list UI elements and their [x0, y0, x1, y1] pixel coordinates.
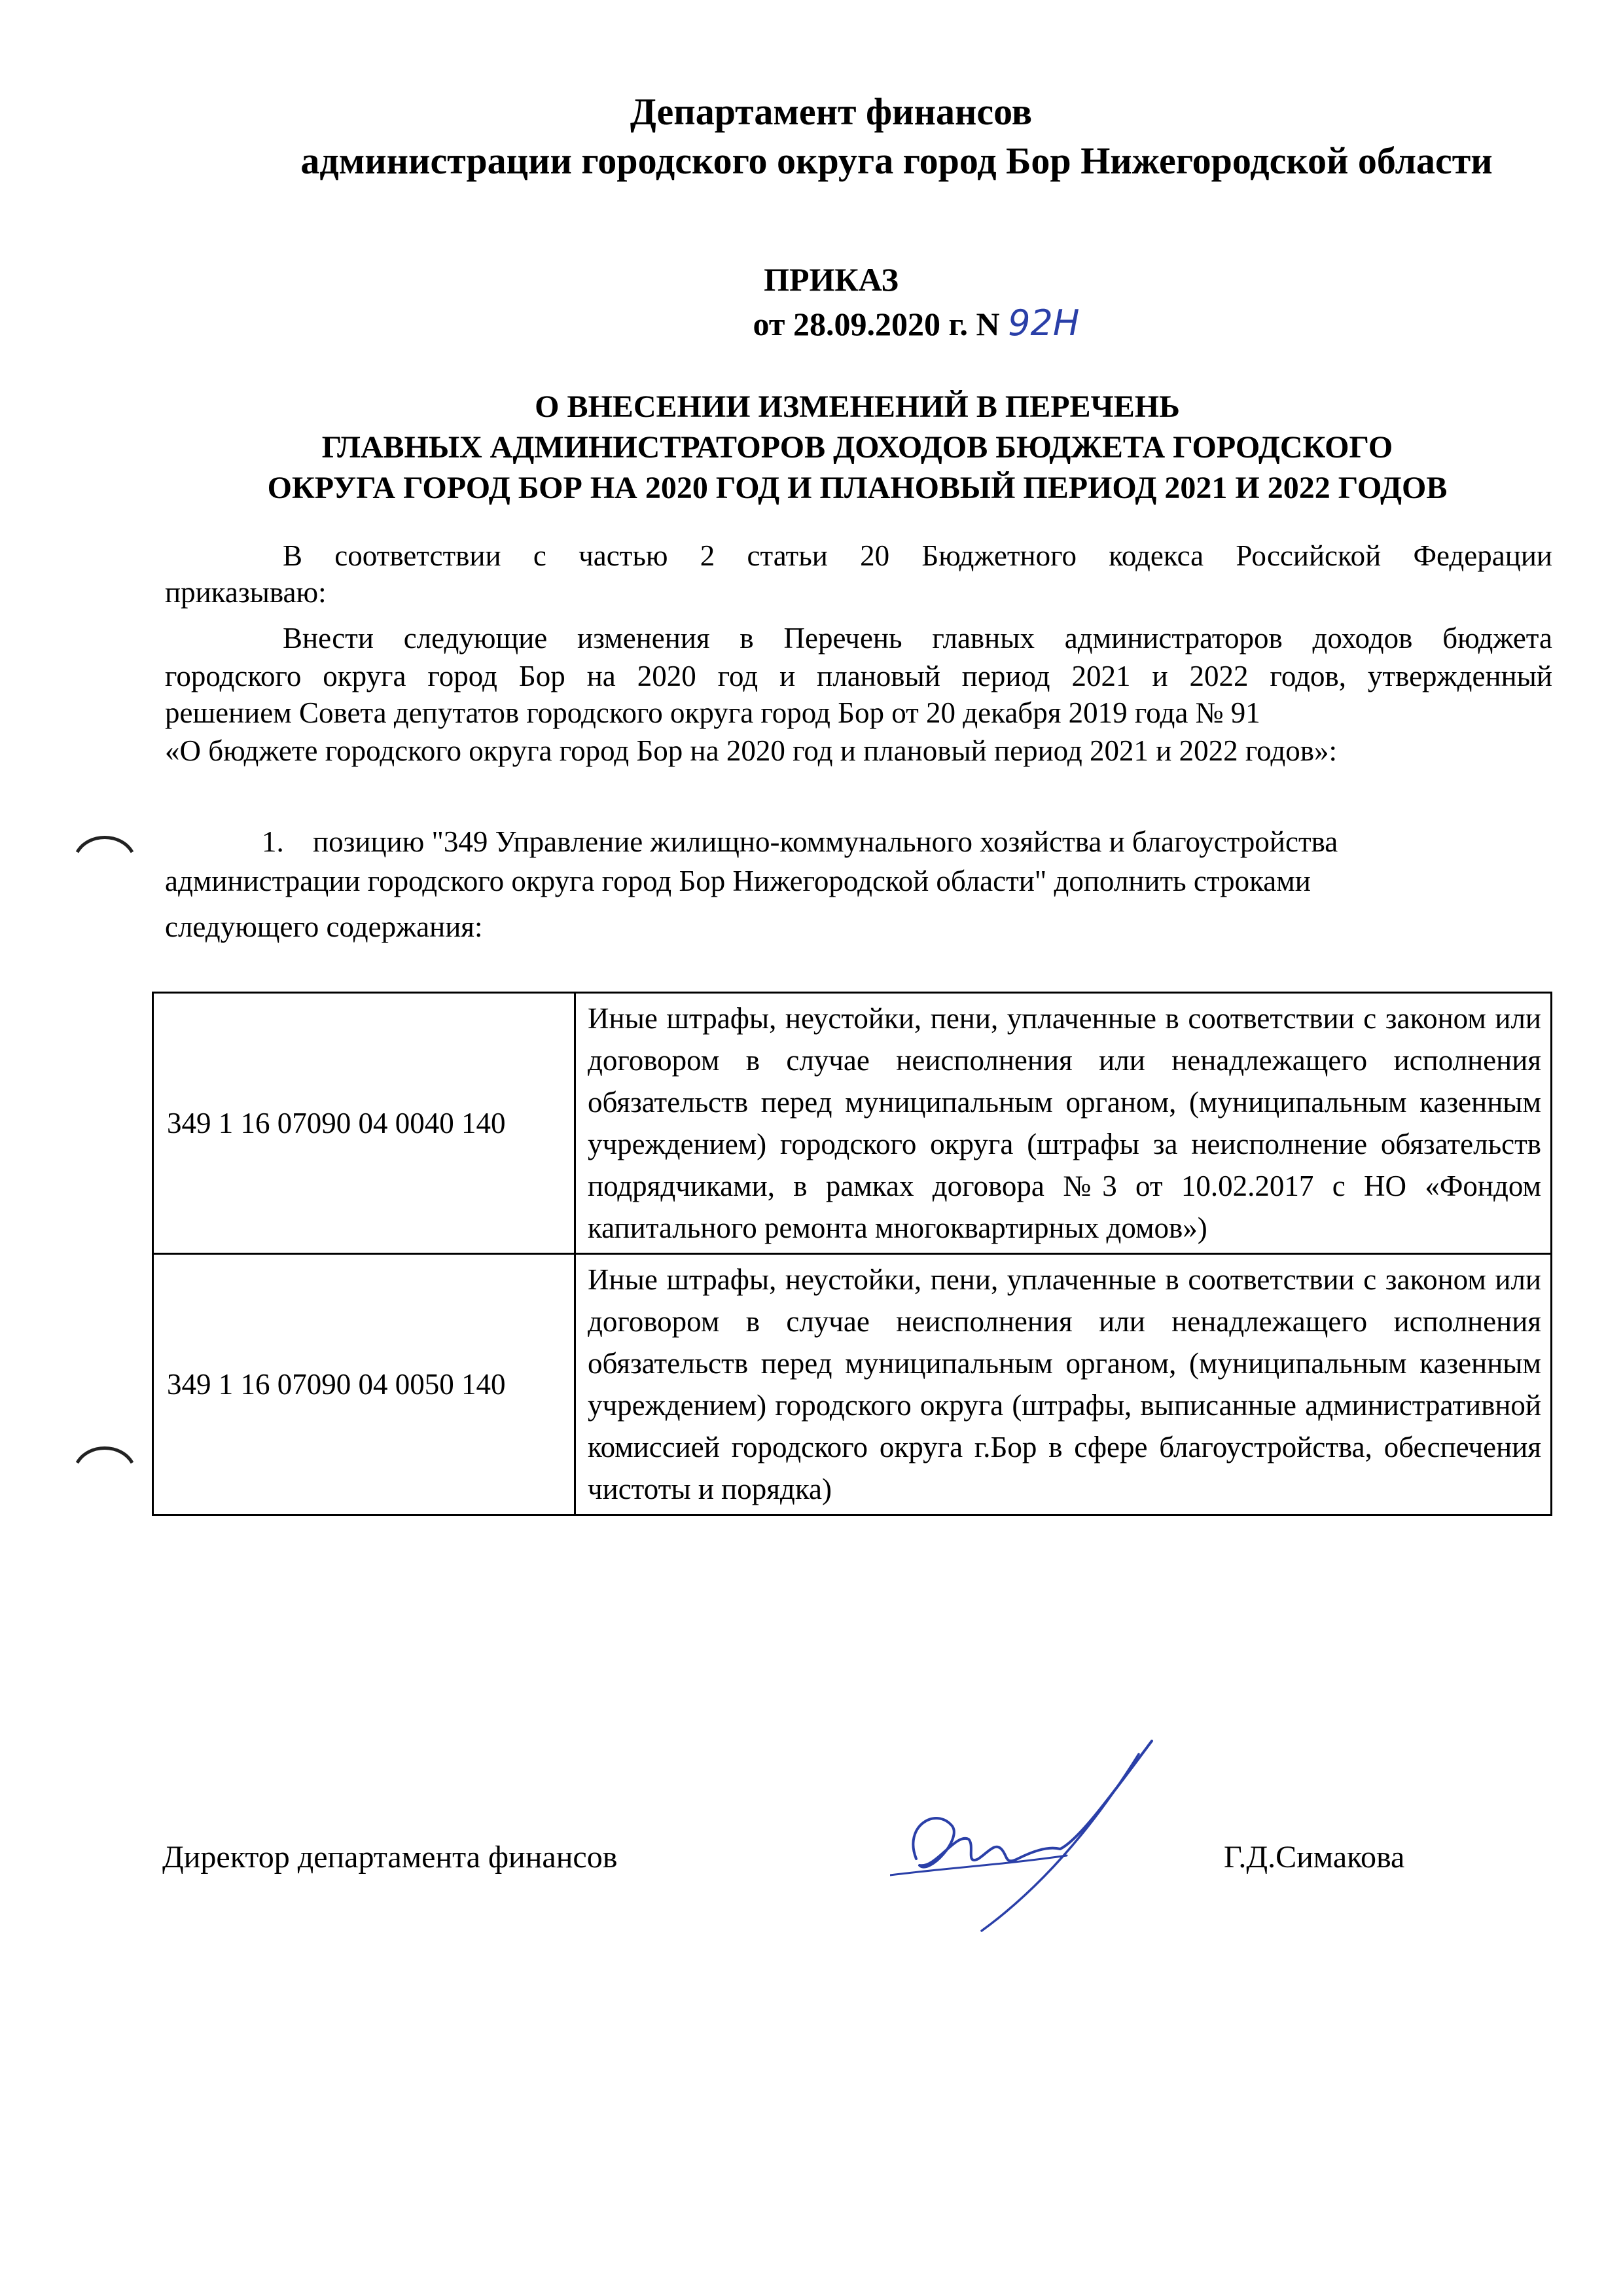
signatory-name: Г.Д.Симакова [1224, 1840, 1405, 1874]
revenue-description-cell: Иные штрафы, неустойки, пени, уплаченные в соответствии с законом или договором в случае неисполнения или ненадлежащего исполнения обязательств перед муниципальным органом, (муниципальным казенным учреждением) городского округа (штрафы за неисполнение обязательств подрядчиками, в рамках договора №3 от 10.02.2017 с НО «Фондом капитального ремонта многоквартирных домов») [575, 993, 1552, 1254]
administration-name: администрации городского округа город Бор Нижегородской области [300, 139, 1493, 182]
revenue-code-cell: 349 1 16 07090 04 0040 140 [153, 993, 575, 1254]
order-number-handwritten: 92Н [1008, 302, 1080, 344]
order-date-label: от 28.09.2020 г. N [753, 306, 1000, 342]
handwritten-signature [890, 1734, 1191, 1937]
signatory-title: Директор департамента финансов [162, 1840, 618, 1874]
subject-line-2: ГЛАВНЫХ АДМИНИСТРАТОРОВ ДОХОДОВ БЮДЖЕТА ГОРОДСКОГО [321, 430, 1393, 465]
revenue-description-cell: Иные штрафы, неустойки, пени, уплаченные в соответствии с законом или договором в случае неисполнения или ненадлежащего исполнения обязательств перед муниципальным органом, (муниципальным казенным учреждением) городского округа (штрафы, выписанные административной комиссией городского округа г.Бор в сфере благоустройства, обеспечения чистоты и порядка) [575, 1254, 1552, 1515]
table-row [153, 993, 1552, 1254]
punch-hole-mark [72, 1437, 137, 1476]
order-title: ПРИКАЗ [764, 261, 899, 298]
subject-line-3: ОКРУГА ГОРОД БОР НА 2020 ГОД И ПЛАНОВЫЙ ПЕРИОД 2021 И 2022 ГОДОВ [267, 471, 1448, 505]
revenue-code-cell: 349 1 16 07090 04 0050 140 [153, 1254, 575, 1515]
paragraph-changes-line-1: Внести следующие изменения в Перечень главных администраторов доходов бюджета [283, 622, 1552, 655]
paragraph-changes-line-2: городского округа город Бор на 2020 год и плановый период 2021 и 2022 годов, утвержденный [165, 660, 1552, 692]
revenue-codes-table [152, 992, 1552, 1516]
department-name: Департамент финансов [630, 90, 1033, 133]
punch-hole-mark [72, 826, 137, 865]
list-item-number: 1. [262, 825, 284, 858]
subject-line-1: О ВНЕСЕНИИ ИЗМЕНЕНИЙ В ПЕРЕЧЕНЬ [535, 389, 1180, 424]
table-row [153, 1254, 1552, 1515]
list-item-line-2: администрации городского округа город Бор Нижегородской области" дополнить строками [165, 865, 1311, 897]
paragraph-basis-line-1: В соответствии с частью 2 статьи 20 Бюджетного кодекса Российской Федерации [283, 539, 1552, 572]
paragraph-basis-line-2: приказываю: [165, 576, 327, 609]
list-item-line-1: позицию "349 Управление жилищно-коммунального хозяйства и благоустройства [313, 825, 1338, 858]
order-date-line [0, 302, 1623, 344]
paragraph-changes-line-3: решением Совета депутатов городского округа город Бор от 20 декабря 2019 года № 91 [165, 696, 1260, 729]
paragraph-changes-line-4: «О бюджете городского округа город Бор на 2020 год и плановый период 2021 и 2022 годов»: [165, 734, 1338, 767]
list-item-line-3: следующего содержания: [165, 910, 483, 943]
